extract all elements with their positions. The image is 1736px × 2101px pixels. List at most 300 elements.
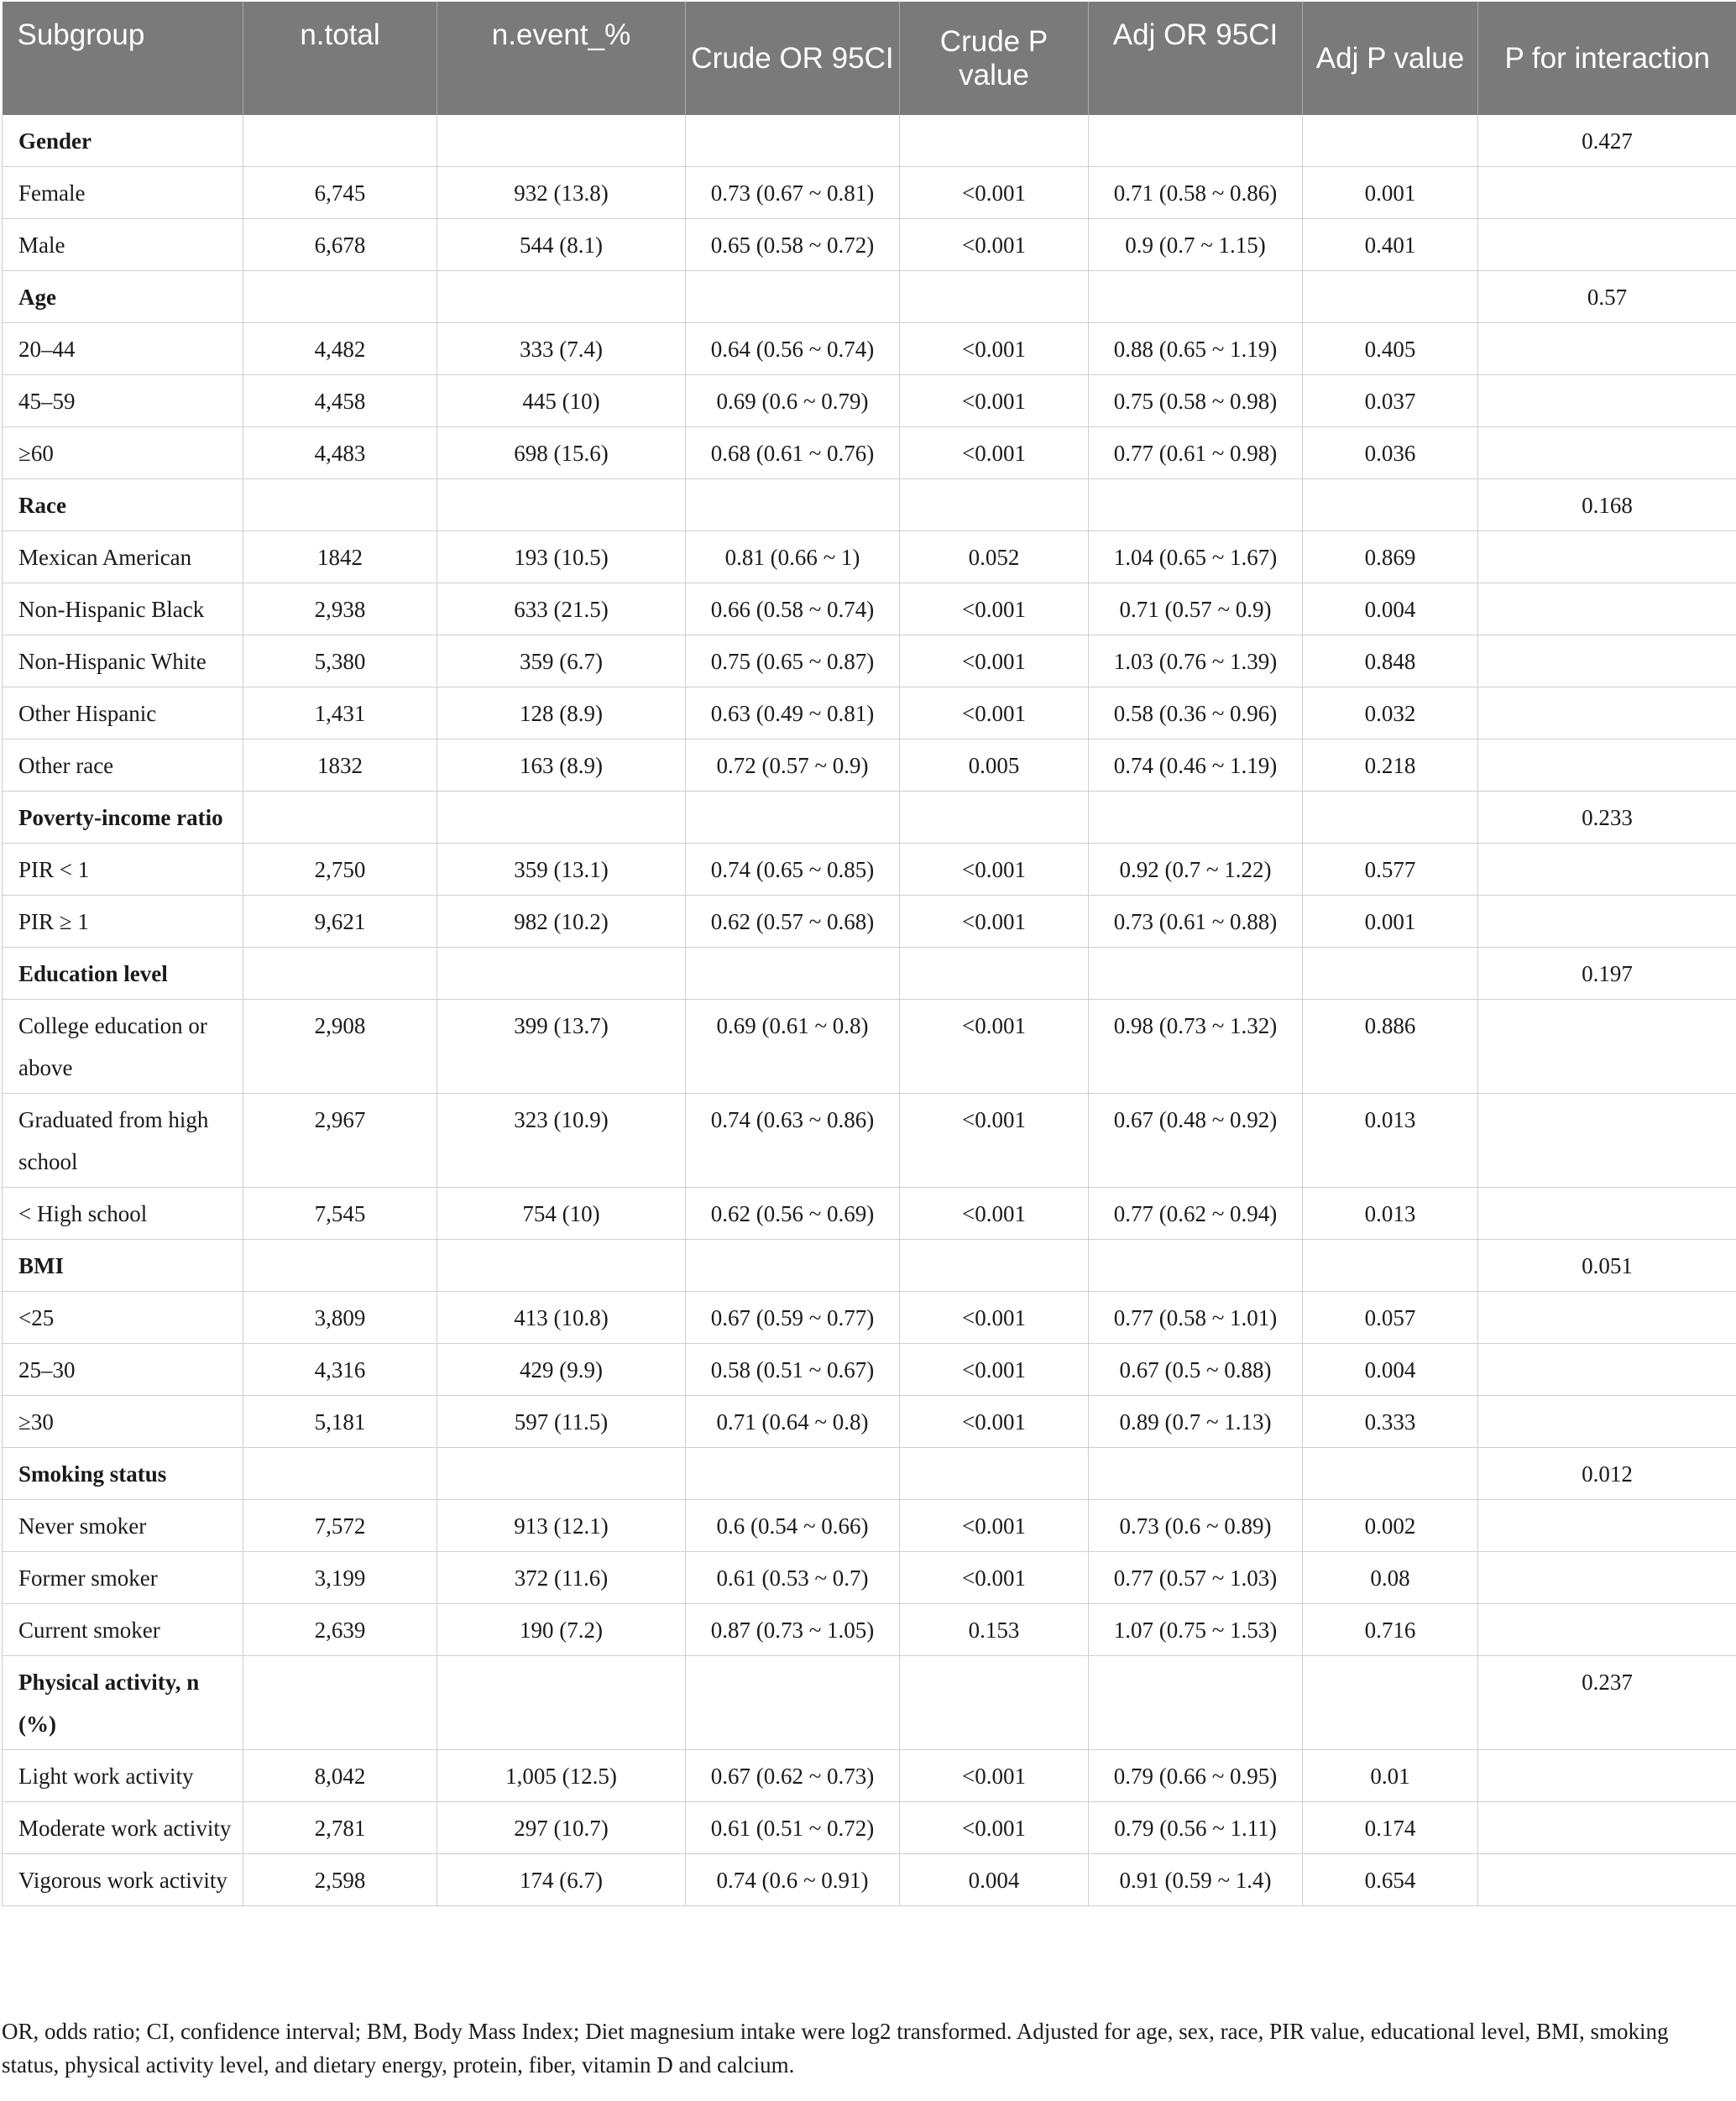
table-cell: <0.001: [900, 583, 1089, 635]
table-row: [3, 1094, 1736, 1188]
table-cell: 0.92 (0.7 ~ 1.22): [1089, 844, 1303, 896]
table-cell: 1.07 (0.75 ~ 1.53): [1089, 1604, 1303, 1656]
table-cell: 0.67 (0.48 ~ 0.92): [1089, 1094, 1303, 1188]
table-cell: [1478, 427, 1736, 479]
table-cell: 193 (10.5): [437, 531, 686, 583]
header-adj-p: Adj P value: [1303, 2, 1478, 115]
table-row: [3, 167, 1736, 219]
table-row: [3, 1396, 1736, 1448]
table-cell: 0.036: [1303, 427, 1478, 479]
table-cell: Smoking status: [3, 1448, 243, 1500]
table-cell: [1089, 115, 1303, 167]
table-cell: 128 (8.9): [437, 687, 686, 740]
table-cell: 0.218: [1303, 740, 1478, 792]
table-cell: [1303, 479, 1478, 531]
table-cell: [1478, 583, 1736, 635]
table-cell: 0.037: [1303, 375, 1478, 427]
table-cell: [1478, 635, 1736, 687]
table-cell: Mexican American: [3, 531, 243, 583]
table-cell: 0.001: [1303, 167, 1478, 219]
table-cell: [1478, 740, 1736, 792]
table-cell: [900, 1240, 1089, 1292]
table-row: [3, 635, 1736, 687]
table-cell: Never smoker: [3, 1500, 243, 1552]
table-cell: [686, 115, 900, 167]
table-cell: <0.001: [900, 1188, 1089, 1240]
table-cell: <0.001: [900, 687, 1089, 740]
table-cell: 0.67 (0.59 ~ 0.77): [686, 1292, 900, 1344]
table-cell: 0.62 (0.56 ~ 0.69): [686, 1188, 900, 1240]
table-cell: Gender: [3, 115, 243, 167]
table-cell: <0.001: [900, 1500, 1089, 1552]
table-cell: <0.001: [900, 1094, 1089, 1188]
table-cell: 0.401: [1303, 219, 1478, 271]
header-crude-or: Crude OR 95CI: [686, 2, 900, 115]
table-row: [3, 1344, 1736, 1396]
table-cell: 0.74 (0.65 ~ 0.85): [686, 844, 900, 896]
table-group-row: [3, 948, 1736, 1000]
table-cell: 6,678: [243, 219, 437, 271]
table-cell: 445 (10): [437, 375, 686, 427]
table-cell: [243, 1656, 437, 1750]
table-cell: 2,750: [243, 844, 437, 896]
table-cell: [1478, 1000, 1736, 1094]
table-body: [3, 115, 1736, 1906]
table-cell: [243, 948, 437, 1000]
table-row: [3, 1552, 1736, 1604]
table-cell: 2,598: [243, 1854, 437, 1906]
table-cell: 1,005 (12.5): [437, 1750, 686, 1802]
table-cell: 0.71 (0.64 ~ 0.8): [686, 1396, 900, 1448]
table-cell: 0.73 (0.61 ~ 0.88): [1089, 896, 1303, 948]
table-cell: 0.057: [1303, 1292, 1478, 1344]
table-cell: Graduated from high school: [3, 1094, 243, 1188]
table-cell: Light work activity: [3, 1750, 243, 1802]
table-cell: [1089, 792, 1303, 844]
table-cell: 597 (11.5): [437, 1396, 686, 1448]
table-row: [3, 1000, 1736, 1094]
table-cell: 633 (21.5): [437, 583, 686, 635]
table-cell: 0.052: [900, 531, 1089, 583]
table-cell: Physical activity, n (%): [3, 1656, 243, 1750]
table-cell: 0.67 (0.62 ~ 0.73): [686, 1750, 900, 1802]
table-row: [3, 740, 1736, 792]
table-cell: 6,745: [243, 167, 437, 219]
table-cell: 544 (8.1): [437, 219, 686, 271]
table-cell: [437, 1448, 686, 1500]
table-cell: [1478, 1188, 1736, 1240]
table-cell: 0.61 (0.53 ~ 0.7): [686, 1552, 900, 1604]
table-cell: 2,781: [243, 1802, 437, 1854]
table-cell: 7,572: [243, 1500, 437, 1552]
table-cell: 1842: [243, 531, 437, 583]
table-cell: [243, 479, 437, 531]
table-cell: 0.69 (0.61 ~ 0.8): [686, 1000, 900, 1094]
table-cell: [900, 115, 1089, 167]
table-cell: [1478, 1292, 1736, 1344]
results-table-container: [2, 2, 1736, 1906]
table-cell: 323 (10.9): [437, 1094, 686, 1188]
table-cell: [686, 1656, 900, 1750]
table-cell: 0.6 (0.54 ~ 0.66): [686, 1500, 900, 1552]
table-cell: 0.74 (0.6 ~ 0.91): [686, 1854, 900, 1906]
table-cell: Female: [3, 167, 243, 219]
table-cell: [686, 1240, 900, 1292]
table-cell: Other Hispanic: [3, 687, 243, 740]
table-cell: 4,482: [243, 323, 437, 375]
table-cell: [1303, 948, 1478, 1000]
header-n-event: n.event_%: [437, 2, 686, 115]
table-cell: Non-Hispanic Black: [3, 583, 243, 635]
table-cell: [1089, 1448, 1303, 1500]
table-cell: 0.013: [1303, 1188, 1478, 1240]
table-cell: 0.68 (0.61 ~ 0.76): [686, 427, 900, 479]
table-cell: [1478, 323, 1736, 375]
table-cell: Vigorous work activity: [3, 1854, 243, 1906]
table-cell: 0.91 (0.59 ~ 1.4): [1089, 1854, 1303, 1906]
table-cell: 2,967: [243, 1094, 437, 1188]
table-cell: <0.001: [900, 1000, 1089, 1094]
table-cell: 0.004: [1303, 1344, 1478, 1396]
table-cell: 0.237: [1478, 1656, 1736, 1750]
table-row: [3, 1500, 1736, 1552]
table-cell: 0.051: [1478, 1240, 1736, 1292]
table-cell: 0.88 (0.65 ~ 1.19): [1089, 323, 1303, 375]
table-cell: <0.001: [900, 1344, 1089, 1396]
table-cell: [243, 115, 437, 167]
table-cell: 0.001: [1303, 896, 1478, 948]
table-cell: PIR < 1: [3, 844, 243, 896]
table-cell: [1478, 687, 1736, 740]
table-cell: 2,639: [243, 1604, 437, 1656]
table-cell: [900, 1656, 1089, 1750]
table-cell: 0.01: [1303, 1750, 1478, 1802]
table-cell: 0.233: [1478, 792, 1736, 844]
table-row: [3, 375, 1736, 427]
table-cell: [686, 948, 900, 1000]
table-row: [3, 1292, 1736, 1344]
table-row: [3, 1604, 1736, 1656]
table-cell: 0.67 (0.5 ~ 0.88): [1089, 1344, 1303, 1396]
table-cell: 3,809: [243, 1292, 437, 1344]
table-cell: 4,458: [243, 375, 437, 427]
table-cell: 0.168: [1478, 479, 1736, 531]
table-cell: 0.69 (0.6 ~ 0.79): [686, 375, 900, 427]
table-cell: [243, 792, 437, 844]
table-cell: 9,621: [243, 896, 437, 948]
table-cell: 0.73 (0.6 ~ 0.89): [1089, 1500, 1303, 1552]
table-cell: 0.08: [1303, 1552, 1478, 1604]
table-cell: Poverty-income ratio: [3, 792, 243, 844]
table-cell: [1478, 1094, 1736, 1188]
table-cell: 1832: [243, 740, 437, 792]
table-group-row: [3, 271, 1736, 323]
table-cell: [243, 1240, 437, 1292]
table-cell: <0.001: [900, 1750, 1089, 1802]
table-cell: 0.98 (0.73 ~ 1.32): [1089, 1000, 1303, 1094]
table-cell: 1.04 (0.65 ~ 1.67): [1089, 531, 1303, 583]
header-n-total: n.total: [243, 2, 437, 115]
table-cell: [437, 1240, 686, 1292]
table-cell: [1478, 167, 1736, 219]
table-group-row: [3, 1448, 1736, 1500]
table-cell: College education or above: [3, 1000, 243, 1094]
table-cell: 8,042: [243, 1750, 437, 1802]
table-cell: 333 (7.4): [437, 323, 686, 375]
table-group-row: [3, 792, 1736, 844]
table-row: [3, 844, 1736, 896]
table-cell: 0.89 (0.7 ~ 1.13): [1089, 1396, 1303, 1448]
table-group-row: [3, 1240, 1736, 1292]
table-cell: [1303, 115, 1478, 167]
table-cell: [437, 948, 686, 1000]
table-cell: Moderate work activity: [3, 1802, 243, 1854]
table-cell: 174 (6.7): [437, 1854, 686, 1906]
table-cell: <0.001: [900, 219, 1089, 271]
table-cell: [243, 1448, 437, 1500]
table-cell: ≥60: [3, 427, 243, 479]
table-cell: <0.001: [900, 896, 1089, 948]
table-cell: 1,431: [243, 687, 437, 740]
table-cell: 0.63 (0.49 ~ 0.81): [686, 687, 900, 740]
subgroup-analysis-table: [2, 2, 1736, 1906]
table-cell: [1303, 792, 1478, 844]
table-cell: 0.197: [1478, 948, 1736, 1000]
table-cell: <0.001: [900, 1552, 1089, 1604]
table-cell: <0.001: [900, 427, 1089, 479]
table-cell: 0.77 (0.57 ~ 1.03): [1089, 1552, 1303, 1604]
table-cell: <0.001: [900, 1802, 1089, 1854]
table-cell: [900, 792, 1089, 844]
table-cell: 0.64 (0.56 ~ 0.74): [686, 323, 900, 375]
table-cell: 0.57: [1478, 271, 1736, 323]
table-cell: [1089, 948, 1303, 1000]
table-cell: 0.405: [1303, 323, 1478, 375]
table-cell: [900, 479, 1089, 531]
table-cell: 0.77 (0.58 ~ 1.01): [1089, 1292, 1303, 1344]
table-row: [3, 896, 1736, 948]
table-cell: [686, 271, 900, 323]
table-cell: 2,938: [243, 583, 437, 635]
table-cell: 0.77 (0.61 ~ 0.98): [1089, 427, 1303, 479]
table-cell: <0.001: [900, 635, 1089, 687]
table-cell: 163 (8.9): [437, 740, 686, 792]
table-cell: 0.654: [1303, 1854, 1478, 1906]
table-cell: [900, 948, 1089, 1000]
table-cell: 5,181: [243, 1396, 437, 1448]
table-cell: Race: [3, 479, 243, 531]
table-cell: 0.87 (0.73 ~ 1.05): [686, 1604, 900, 1656]
table-cell: 0.62 (0.57 ~ 0.68): [686, 896, 900, 948]
table-cell: 0.869: [1303, 531, 1478, 583]
table-footnote: OR, odds ratio; CI, confidence interval; BM, Body Mass Index; Diet magnesium intake were log2 transformed. Adjusted for age, sex, race, PIR value, educational level, BMI, smoking status, physical activity level, and dietary energy, protein, fiber, vitamin D and calcium.: [2, 2019, 1669, 2077]
table-cell: PIR ≥ 1: [3, 896, 243, 948]
table-cell: 3,199: [243, 1552, 437, 1604]
table-cell: [1478, 1854, 1736, 1906]
table-cell: 45–59: [3, 375, 243, 427]
table-cell: [437, 271, 686, 323]
table-cell: Current smoker: [3, 1604, 243, 1656]
table-cell: [437, 479, 686, 531]
table-cell: [1478, 375, 1736, 427]
table-cell: 0.71 (0.58 ~ 0.86): [1089, 167, 1303, 219]
table-row: [3, 1802, 1736, 1854]
table-cell: 4,483: [243, 427, 437, 479]
table-cell: 0.716: [1303, 1604, 1478, 1656]
table-cell: [686, 792, 900, 844]
table-cell: [1478, 1750, 1736, 1802]
table-cell: 413 (10.8): [437, 1292, 686, 1344]
table-cell: <0.001: [900, 1396, 1089, 1448]
table-cell: [900, 271, 1089, 323]
table-cell: 7,545: [243, 1188, 437, 1240]
table-cell: <25: [3, 1292, 243, 1344]
table-cell: [1478, 1396, 1736, 1448]
table-cell: 0.74 (0.63 ~ 0.86): [686, 1094, 900, 1188]
table-cell: <0.001: [900, 323, 1089, 375]
table-cell: Male: [3, 219, 243, 271]
table-cell: BMI: [3, 1240, 243, 1292]
table-cell: 0.005: [900, 740, 1089, 792]
table-cell: 0.77 (0.62 ~ 0.94): [1089, 1188, 1303, 1240]
table-group-row: [3, 115, 1736, 167]
table-cell: 0.004: [900, 1854, 1089, 1906]
table-cell: Education level: [3, 948, 243, 1000]
table-cell: [437, 115, 686, 167]
table-cell: 359 (13.1): [437, 844, 686, 896]
table-cell: [1478, 1344, 1736, 1396]
table-cell: 2,908: [243, 1000, 437, 1094]
table-cell: 0.848: [1303, 635, 1478, 687]
table-cell: [1478, 531, 1736, 583]
table-cell: [1478, 1802, 1736, 1854]
table-cell: [1478, 219, 1736, 271]
table-cell: 1.03 (0.76 ~ 1.39): [1089, 635, 1303, 687]
table-cell: 359 (6.7): [437, 635, 686, 687]
table-row: [3, 1854, 1736, 1906]
table-cell: 0.58 (0.36 ~ 0.96): [1089, 687, 1303, 740]
header-adj-or: Adj OR 95CI: [1089, 2, 1303, 115]
table-cell: 297 (10.7): [437, 1802, 686, 1854]
table-cell: [1303, 1240, 1478, 1292]
table-cell: 0.004: [1303, 583, 1478, 635]
table-cell: 0.75 (0.65 ~ 0.87): [686, 635, 900, 687]
header-p-interaction: P for interaction: [1478, 2, 1736, 115]
table-cell: 4,316: [243, 1344, 437, 1396]
table-cell: 913 (12.1): [437, 1500, 686, 1552]
table-cell: 0.74 (0.46 ~ 1.19): [1089, 740, 1303, 792]
table-cell: 0.577: [1303, 844, 1478, 896]
table-cell: [1478, 1604, 1736, 1656]
table-cell: Non-Hispanic White: [3, 635, 243, 687]
table-cell: 0.73 (0.67 ~ 0.81): [686, 167, 900, 219]
table-cell: 0.65 (0.58 ~ 0.72): [686, 219, 900, 271]
table-row: [3, 219, 1736, 271]
table-cell: 982 (10.2): [437, 896, 686, 948]
table-cell: [437, 1656, 686, 1750]
table-cell: [1303, 1656, 1478, 1750]
table-cell: [437, 792, 686, 844]
table-cell: 0.012: [1478, 1448, 1736, 1500]
table-cell: [686, 1448, 900, 1500]
table-cell: Other race: [3, 740, 243, 792]
table-header-row: [3, 2, 1736, 115]
table-row: [3, 687, 1736, 740]
table-cell: [243, 271, 437, 323]
table-cell: 0.81 (0.66 ~ 1): [686, 531, 900, 583]
table-cell: 0.013: [1303, 1094, 1478, 1188]
table-cell: [1478, 896, 1736, 948]
table-cell: 0.71 (0.57 ~ 0.9): [1089, 583, 1303, 635]
table-cell: 190 (7.2): [437, 1604, 686, 1656]
table-cell: 0.66 (0.58 ~ 0.74): [686, 583, 900, 635]
table-cell: [1089, 1240, 1303, 1292]
table-row: [3, 323, 1736, 375]
table-cell: 0.333: [1303, 1396, 1478, 1448]
table-cell: Former smoker: [3, 1552, 243, 1604]
table-cell: 0.79 (0.56 ~ 1.11): [1089, 1802, 1303, 1854]
table-row: [3, 427, 1736, 479]
table-cell: 932 (13.8): [437, 167, 686, 219]
table-cell: 0.032: [1303, 687, 1478, 740]
table-cell: 0.72 (0.57 ~ 0.9): [686, 740, 900, 792]
header-subgroup: Subgroup: [3, 2, 243, 115]
table-cell: 20–44: [3, 323, 243, 375]
table-cell: 0.9 (0.7 ~ 1.15): [1089, 219, 1303, 271]
table-cell: [900, 1448, 1089, 1500]
table-cell: 0.886: [1303, 1000, 1478, 1094]
table-cell: 0.427: [1478, 115, 1736, 167]
table-cell: [686, 479, 900, 531]
table-cell: [1303, 1448, 1478, 1500]
table-cell: Age: [3, 271, 243, 323]
table-cell: 0.153: [900, 1604, 1089, 1656]
table-cell: 0.79 (0.66 ~ 0.95): [1089, 1750, 1303, 1802]
table-row: [3, 1750, 1736, 1802]
header-crude-p: Crude P value: [900, 2, 1089, 115]
table-cell: [1089, 271, 1303, 323]
table-row: [3, 531, 1736, 583]
table-cell: [1478, 844, 1736, 896]
table-cell: <0.001: [900, 167, 1089, 219]
table-cell: 429 (9.9): [437, 1344, 686, 1396]
table-cell: 698 (15.6): [437, 427, 686, 479]
table-group-row: [3, 1656, 1736, 1750]
table-cell: <0.001: [900, 1292, 1089, 1344]
table-cell: 399 (13.7): [437, 1000, 686, 1094]
table-cell: <0.001: [900, 375, 1089, 427]
table-cell: <0.001: [900, 844, 1089, 896]
table-cell: 0.61 (0.51 ~ 0.72): [686, 1802, 900, 1854]
table-cell: 372 (11.6): [437, 1552, 686, 1604]
table-cell: ≥30: [3, 1396, 243, 1448]
table-cell: [1478, 1500, 1736, 1552]
table-cell: [1478, 1552, 1736, 1604]
table-cell: 25–30: [3, 1344, 243, 1396]
table-cell: 754 (10): [437, 1188, 686, 1240]
table-cell: < High school: [3, 1188, 243, 1240]
table-cell: 0.75 (0.58 ~ 0.98): [1089, 375, 1303, 427]
table-cell: 0.002: [1303, 1500, 1478, 1552]
table-cell: 0.174: [1303, 1802, 1478, 1854]
table-row: [3, 583, 1736, 635]
table-cell: 0.58 (0.51 ~ 0.67): [686, 1344, 900, 1396]
table-row: [3, 1188, 1736, 1240]
table-cell: [1089, 479, 1303, 531]
table-cell: [1089, 1656, 1303, 1750]
table-cell: 5,380: [243, 635, 437, 687]
table-group-row: [3, 479, 1736, 531]
